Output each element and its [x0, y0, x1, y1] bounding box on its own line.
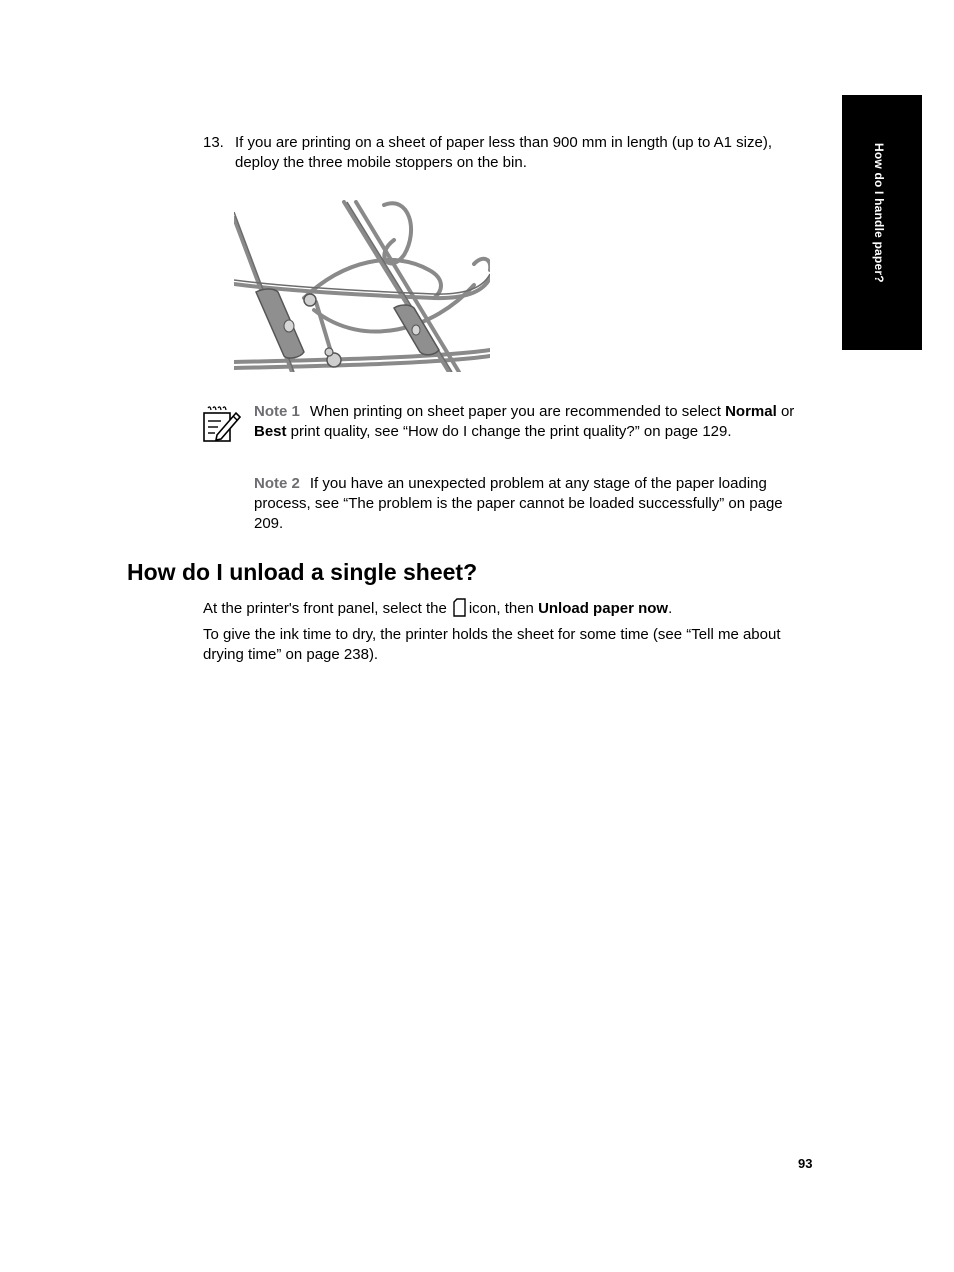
note-1-bold-best: Best	[254, 423, 287, 440]
note-2	[254, 474, 809, 534]
illustration-svg	[234, 200, 490, 372]
unload-paper-now-label: Unload paper now	[538, 600, 669, 617]
section-heading: How do I unload a single sheet?	[127, 559, 478, 585]
note-1-label: Note 1	[254, 403, 300, 420]
note-2-text: If you have an unexpected problem at any stage of the paper loading process, see “The problem is the paper cannot be loaded successfully” on page 209.	[254, 475, 783, 532]
page-number: 93	[798, 1156, 813, 1171]
note-1-text-b: or	[776, 403, 795, 420]
chapter-side-tab-label: How do I handle paper?	[872, 143, 886, 283]
note-1-bold-normal: Normal	[725, 403, 777, 420]
note-2-label: Note 2	[254, 475, 300, 492]
unload-instruction	[203, 598, 813, 619]
unload-text-b: icon, then	[468, 600, 539, 617]
note-1-text-a: When printing on sheet paper you are recommended to select	[309, 403, 726, 420]
note-pencil-icon	[203, 405, 241, 443]
unload-text-a: At the printer's front panel, select the	[203, 600, 447, 617]
step-text: If you are printing on a sheet of paper less than 900 mm in length (up to A1 size), deploy the three mobile stoppers on the bin.	[235, 134, 772, 171]
sheet-icon	[453, 598, 466, 617]
note-1-text-c: print quality, see “How do I change the print quality?” on page 129.	[286, 423, 732, 440]
chapter-side-tab	[842, 95, 922, 350]
drying-time-paragraph: To give the ink time to dry, the printer holds the sheet for some time (see “Tell me about drying time” on page 238).	[203, 626, 781, 663]
bin-mobile-stoppers-illustration	[234, 200, 490, 372]
step-number: 13.	[203, 134, 224, 151]
unload-text-c: .	[668, 600, 673, 617]
note-1	[254, 402, 809, 442]
